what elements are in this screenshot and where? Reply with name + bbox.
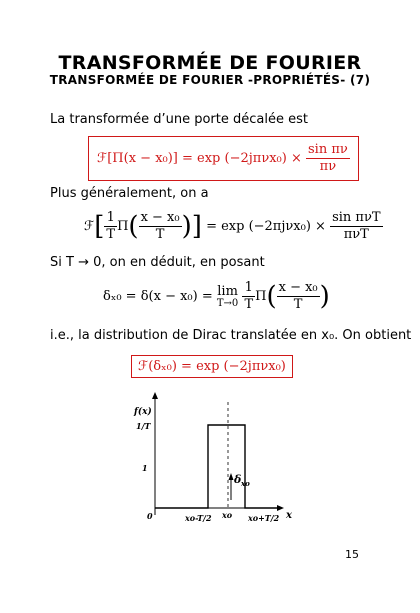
equation-lhs: δₓ₀ = δ(x − x₀) =: [103, 289, 213, 304]
fraction-denominator: πνT: [343, 227, 369, 242]
y-axis-arrow: [152, 392, 158, 399]
equation-general: [84, 210, 383, 243]
tick-label-0: 0: [147, 511, 153, 521]
paragraph-general: Plus généralement, on a: [50, 186, 209, 201]
limit-operator: [217, 284, 238, 309]
paragraph-limit: Si T → 0, on en déduit, en posant: [50, 255, 265, 270]
fraction-sinc-t: [330, 210, 382, 243]
fraction-numerator: x − x₀: [140, 210, 180, 225]
equation-dirac-limit: [103, 280, 330, 313]
paragraph-intro: La transformée d’une porte décalée est: [50, 112, 308, 127]
rect-pulse: [155, 425, 280, 508]
fraction-numerator: 1: [104, 210, 117, 227]
dirac-arrow-head: [229, 473, 234, 480]
equation-lhs: ℱ[Π(x − x₀)] = exp (−2jπνx₀) ×: [97, 151, 302, 166]
tick-label-right-edge: xo+T/2: [248, 513, 280, 523]
fraction-denominator: T: [106, 227, 116, 242]
x-axis-label: x: [286, 510, 292, 521]
equation-porte-decalee: [88, 136, 359, 181]
tick-label-1: 1: [142, 463, 148, 473]
page-number: 15: [345, 548, 359, 561]
dirac-label: δ: [234, 473, 242, 486]
porte-symbol: Π: [117, 219, 129, 234]
right-bracket: ]: [191, 211, 202, 242]
fraction-denominator: T: [155, 227, 165, 242]
equation-dirac-transform: ℱ(δₓ₀) = exp (−2jπνx₀): [131, 355, 293, 378]
porte-symbol: Π: [255, 289, 267, 304]
paragraph-dirac: i.e., la distribution de Dirac translatée en x₀. On obtient: [50, 328, 412, 343]
fraction-denominator: T: [293, 297, 303, 312]
equation-middle: = exp (−2πjνx₀) ×: [206, 219, 326, 234]
fraction-denominator: πν: [319, 159, 337, 174]
fraction-one-over-t: [104, 210, 117, 243]
right-paren: ): [181, 211, 192, 242]
fraction-denominator: T: [244, 297, 254, 312]
fraction-one-over-t: [242, 280, 255, 313]
page-subtitle: TRANSFORMÉE DE FOURIER -PROPRIÉTÉS- (7): [49, 73, 371, 87]
limit-subscript: T→0: [216, 298, 239, 309]
tick-label-center: xo: [222, 510, 233, 520]
tick-label-left-edge: xo-T/2: [185, 513, 212, 523]
left-paren: (: [266, 281, 277, 312]
fraction-shift: [277, 280, 320, 313]
right-paren: ): [319, 281, 330, 312]
fraction-shift: [139, 210, 182, 243]
y-axis-label: f(x): [134, 407, 152, 417]
left-bracket: [: [94, 211, 105, 242]
fraction-numerator: x − x₀: [278, 280, 318, 295]
fraction-numerator: sin πνT: [332, 210, 381, 225]
page-title: TRANSFORMÉE DE FOURIER: [58, 52, 362, 74]
left-paren: (: [128, 211, 139, 242]
rect-function-plot: [120, 390, 310, 530]
fraction-numerator: sin πν: [308, 142, 348, 157]
fraction-numerator: 1: [242, 280, 255, 297]
dirac-label-subscript: xo: [241, 479, 250, 488]
tick-label-1-over-t: 1/T: [136, 421, 151, 431]
fourier-operator: ℱ: [84, 219, 95, 234]
fraction-sinc: [306, 142, 350, 175]
limit-text: lim: [217, 284, 238, 299]
